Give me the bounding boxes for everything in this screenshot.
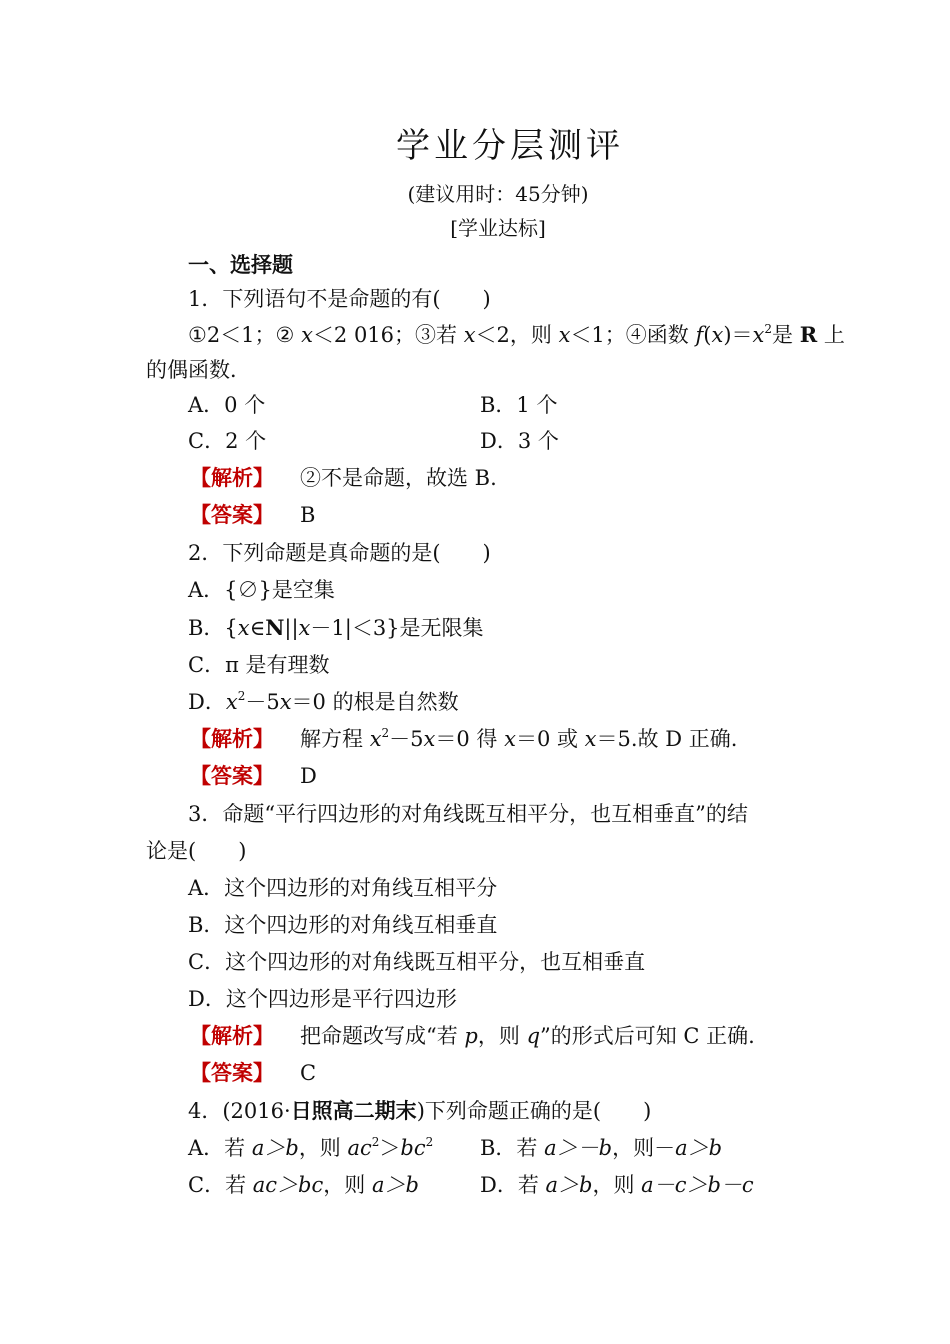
q4-a-text: ，则 xyxy=(298,1136,348,1160)
q1-analysis-text: ②不是命题，故选 B. xyxy=(300,466,497,490)
q4-d-math: a＞b xyxy=(545,1173,593,1197)
analysis-label: 【解析】 xyxy=(190,465,274,490)
answer-label: 【答案】 xyxy=(190,1060,274,1085)
q4-option-b xyxy=(480,1133,722,1163)
q4-stem-text: )下列命题正确的是( ) xyxy=(416,1099,652,1123)
q1-text: 上 xyxy=(817,323,845,347)
q2-b-text: B．{ xyxy=(188,616,238,640)
q2-answer-value: D xyxy=(300,764,317,788)
q4-a-math: a＞b xyxy=(251,1136,299,1160)
q2-d-text: －5 xyxy=(245,690,280,714)
q4-c-text: C．若 xyxy=(188,1173,253,1197)
q1-text: ( xyxy=(703,323,712,347)
analysis-label: 【解析】 xyxy=(190,1023,274,1048)
q1-statements xyxy=(188,320,845,350)
q3-answer xyxy=(190,1058,316,1088)
q3-analysis-text: 把命题改写成“若 xyxy=(300,1024,465,1048)
q3-option-a: A．这个四边形的对角线互相平分 xyxy=(188,876,498,900)
q2-analysis xyxy=(190,724,737,754)
q2-d-var: x xyxy=(225,690,238,714)
q2-analysis-var: x xyxy=(423,727,436,751)
q4-d-text: ，则 xyxy=(592,1173,642,1197)
q2-analysis-text: ＝0 或 xyxy=(515,727,585,751)
q2-option-c: C．π 是有理数 xyxy=(188,653,330,677)
q1-option-c: C．2 个 xyxy=(188,429,267,453)
q4-d-math: a－c＞b－c xyxy=(641,1173,754,1197)
q4-stem xyxy=(188,1096,651,1126)
answer-label: 【答案】 xyxy=(190,502,274,527)
q1-var: x xyxy=(711,323,724,347)
q3-analysis-text: ，则 xyxy=(477,1024,527,1048)
q2-option-b xyxy=(188,613,484,643)
q1-text: ＜1；④函数 xyxy=(570,323,696,347)
q2-analysis-var: x xyxy=(504,727,516,751)
q2-analysis-text: －5 xyxy=(389,727,424,751)
q4-option-d xyxy=(480,1170,754,1200)
q1-analysis xyxy=(190,463,497,493)
q4-a-text: ＞ xyxy=(379,1136,401,1160)
q2-d-text: D． xyxy=(188,690,226,714)
q2-b-text: －1|＜3}是无限集 xyxy=(310,616,484,640)
q2-analysis-exponent: 2 xyxy=(381,726,390,740)
q1-text: ＜2，则 xyxy=(475,323,559,347)
q2-d-var: x xyxy=(279,690,292,714)
q4-b-math: a＞b xyxy=(675,1136,723,1160)
q4-option-c xyxy=(188,1170,419,1200)
part-heading: 一、选择题 xyxy=(188,252,293,277)
q3-option-b: B．这个四边形的对角线互相垂直 xyxy=(188,913,498,937)
q1-text: 是 xyxy=(772,323,800,347)
q2-b-var: x xyxy=(237,616,250,640)
q4-b-math: a＞－b xyxy=(544,1136,613,1160)
q1-option-d: D．3 个 xyxy=(480,429,559,453)
q3-option-d: D．这个四边形是平行四边形 xyxy=(188,987,457,1011)
q4-source: 日照高二期末 xyxy=(290,1099,417,1123)
q3-stem-cont: 论是( ) xyxy=(146,839,247,863)
q2-answer xyxy=(190,761,317,791)
q1-answer-value: B xyxy=(300,503,316,527)
q4-b-text: ，则－ xyxy=(612,1136,676,1160)
q3-stem: 3．命题“平行四边形的对角线既互相平分，也互相垂直”的结 xyxy=(188,802,748,826)
time-suggestion: (建议用时：45分钟) xyxy=(407,182,589,206)
q2-b-text: ∈ xyxy=(249,616,266,640)
q3-analysis-var: p xyxy=(464,1024,478,1048)
q4-c-math: ac＞bc xyxy=(252,1173,324,1197)
q1-answer xyxy=(190,500,315,530)
q1-text: ①2＜1；② xyxy=(188,323,302,347)
q4-c-math: a＞b xyxy=(371,1173,419,1197)
q1-var: x xyxy=(558,323,571,347)
q3-option-c: C．这个四边形的对角线既互相平分，也互相垂直 xyxy=(188,950,646,974)
q4-c-text: ，则 xyxy=(323,1173,372,1197)
q3-analysis-text: ”的形式后可知 C 正确. xyxy=(540,1024,755,1048)
q4-option-a xyxy=(188,1133,433,1163)
q2-analysis-text: 解方程 xyxy=(300,727,370,751)
q1-option-a: A．0 个 xyxy=(188,393,266,417)
q1-var: x xyxy=(463,323,476,347)
q2-b-text: || xyxy=(284,616,299,640)
q2-b-var: x xyxy=(298,616,311,640)
q2-d-text: ＝0 的根是自然数 xyxy=(291,690,459,714)
answer-label: 【答案】 xyxy=(190,763,274,788)
q4-a-exponent: 2 xyxy=(371,1135,380,1149)
q1-exponent: 2 xyxy=(764,322,772,336)
q1-option-b: B．1 个 xyxy=(480,393,558,417)
analysis-label: 【解析】 xyxy=(190,726,274,751)
q3-analysis xyxy=(190,1021,755,1051)
q2-b-naturals: N xyxy=(265,615,285,640)
q2-analysis-text: ＝5.故 D 正确. xyxy=(596,727,738,751)
q2-option-d xyxy=(188,687,459,717)
q2-stem: 2．下列命题是真命题的是( ) xyxy=(188,541,491,565)
q1-var: x xyxy=(752,323,765,347)
q4-a-exponent: 2 xyxy=(425,1135,434,1149)
q4-d-text: D．若 xyxy=(480,1173,546,1197)
q1-func: f xyxy=(695,323,704,347)
q1-real-set: R xyxy=(799,322,818,347)
q1-text: ＜2 016；③若 xyxy=(312,323,464,347)
q2-analysis-var: x xyxy=(584,727,597,751)
q3-analysis-var: q xyxy=(526,1024,541,1048)
q1-var: x xyxy=(301,323,313,347)
q4-a-text: A．若 xyxy=(188,1136,252,1160)
q1-statements-cont: 的偶函数． xyxy=(146,358,251,382)
q1-stem: 1．下列语句不是命题的有( ) xyxy=(188,287,491,311)
q2-analysis-var: x xyxy=(369,727,382,751)
q4-stem-text: 4．(2016· xyxy=(188,1099,291,1123)
q4-b-text: B．若 xyxy=(480,1136,545,1160)
q2-analysis-text: ＝0 得 xyxy=(435,727,505,751)
q3-answer-value: C xyxy=(300,1061,317,1085)
section-label: [学业达标] xyxy=(450,216,546,240)
q4-a-math: bc xyxy=(400,1136,426,1160)
q2-d-exponent: 2 xyxy=(237,689,246,703)
q2-option-a: A．{∅}是空集 xyxy=(188,578,335,602)
page-title: 学业分层测评 xyxy=(396,126,624,166)
q1-text: )＝ xyxy=(723,323,753,347)
q4-a-math: ac xyxy=(347,1136,372,1160)
